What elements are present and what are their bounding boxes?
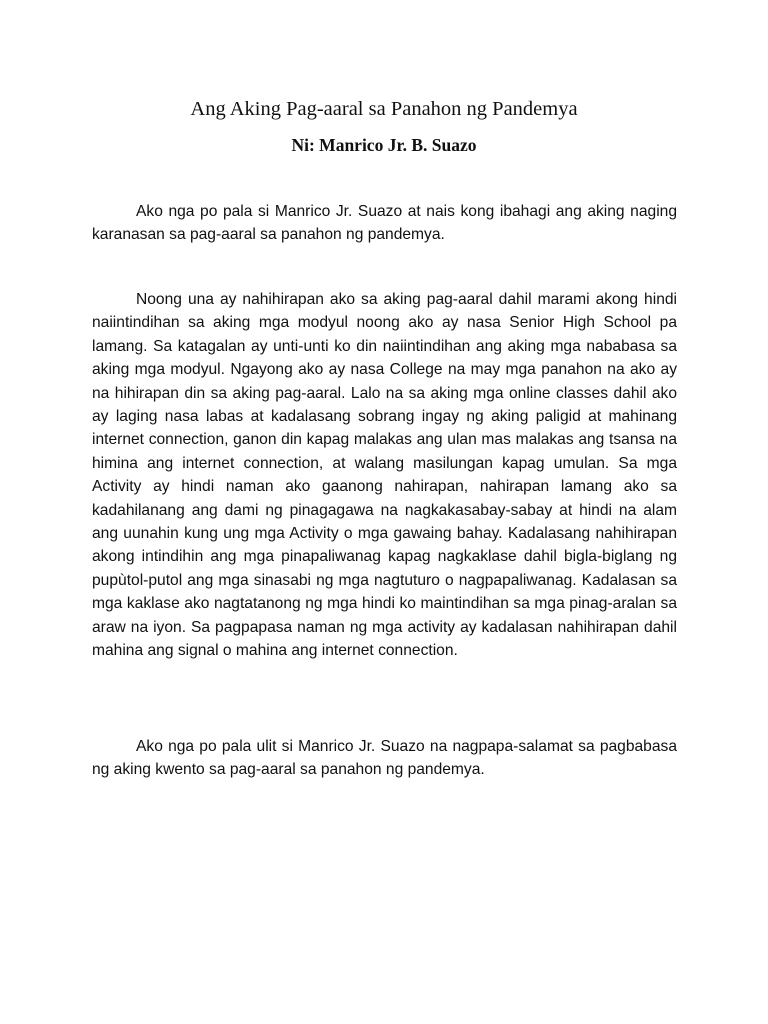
paragraph-intro: Ako nga po pala si Manrico Jr. Suazo at nais kong ibahagi ang aking naging karanasan sa pag-aaral sa panahon ng pandemya. bbox=[92, 203, 677, 244]
paragraph-body: Noong una ay nahihirapan ako sa aking pag-aaral dahil marami akong hindi naiintindihan sa aking mga modyul noong ako ay nasa Senior High School pa lamang. Sa katagalan ay unti-unti ko din naiintindihan ang aking mga nababasa sa aking mga modyul. Ngayong ako ay nasa College na may mga panahon na ako ay na hihirapan din sa aking pag-aaral. Lalo na sa aking mga online classes dahil ako ay laging nasa labas at kadalasang sobrang ingay ng aking paligid at mahinang internet connection, ganon din kapag malakas ang ulan mas malakas ang tsansa na himina ang internet connection, at walang masilungan kapag umulan. Sa mga Activity ay hindi naman ako gaanong nahirapan, nahirapan lamang ako sa kadahilanang ang dami ng pinagagawa na nagkakasabay-sabay at hindi na alam ang uunahin kung ung mga Activity o mga gawaing bahay. Kadalasang nahihirapan akong intindihin ang mga pinapaliwanag kapag nagkaklase dahil bigla-biglang ng pupùtol-putol ang mga sinasabi ng mga nagtuturo o nagpapaliwanag. Kadalasan sa mga kaklase ako nagtatanong ng mga hindi ko maintindihan sa mga pinag-aralan sa araw na iyon. Sa pagpapasa naman ng mga activity ay kadalasan nahihirapan dahil mahina ang signal o mahina ang internet connection. bbox=[92, 291, 677, 660]
document-title: Ang Aking Pag-aaral sa Panahon ng Pandemya bbox=[190, 98, 578, 120]
author-line: Ni: Manrico Jr. B. Suazo bbox=[291, 135, 477, 155]
paragraph-closing: Ako nga po pala ulit si Manrico Jr. Suazo na nagpapa-salamat sa pagbabasa ng aking kwento sa pag-aaral sa panahon ng pandemya. bbox=[92, 738, 677, 779]
